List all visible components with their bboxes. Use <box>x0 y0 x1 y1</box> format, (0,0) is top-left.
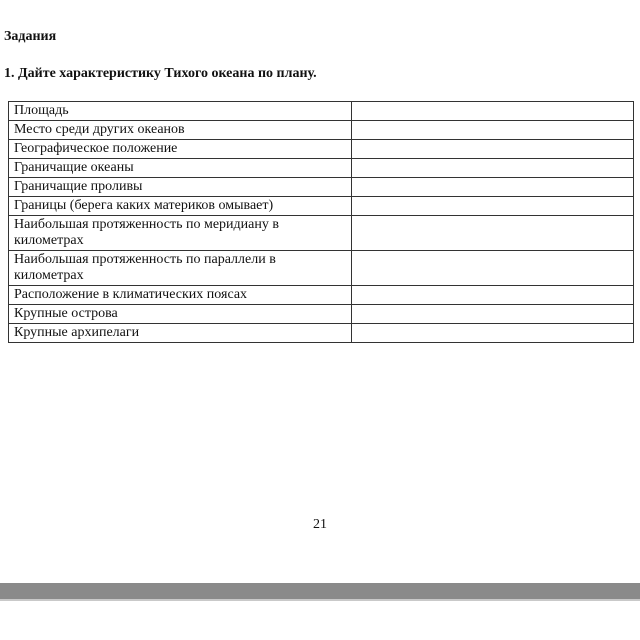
table-row <box>9 324 634 343</box>
table-row <box>9 178 634 197</box>
row-label: Крупные архипелаги <box>9 324 352 343</box>
table-row <box>9 216 634 251</box>
row-label: Географическое положение <box>9 140 352 159</box>
table-row <box>9 251 634 286</box>
answer-cell[interactable] <box>352 197 634 216</box>
row-label: Граничащие океаны <box>9 159 352 178</box>
characteristics-table <box>8 101 634 343</box>
table-row <box>9 102 634 121</box>
task-title: 1. Дайте характеристику Тихого океана по плану. <box>4 66 317 81</box>
row-label: Границы (берега каких материков омывает) <box>9 197 352 216</box>
row-label: Крупные острова <box>9 305 352 324</box>
page-divider-bar <box>0 583 640 599</box>
table-row <box>9 121 634 140</box>
row-label: Наибольшая протяженность по меридиану в километрах <box>9 216 352 251</box>
answer-cell[interactable] <box>352 286 634 305</box>
answer-cell[interactable] <box>352 121 634 140</box>
answer-cell[interactable] <box>352 305 634 324</box>
page-divider-shadow <box>0 599 640 601</box>
row-label: Место среди других океанов <box>9 121 352 140</box>
row-label: Расположение в климатических поясах <box>9 286 352 305</box>
row-label: Наибольшая протяженность по параллели в километрах <box>9 251 352 286</box>
table-row <box>9 140 634 159</box>
answer-cell[interactable] <box>352 178 634 197</box>
answer-cell[interactable] <box>352 102 634 121</box>
row-label: Площадь <box>9 102 352 121</box>
answer-cell[interactable] <box>352 216 634 251</box>
table-row <box>9 159 634 178</box>
answer-cell[interactable] <box>352 324 634 343</box>
table-row <box>9 286 634 305</box>
answer-cell[interactable] <box>352 251 634 286</box>
answer-cell[interactable] <box>352 159 634 178</box>
row-label: Граничащие проливы <box>9 178 352 197</box>
answer-cell[interactable] <box>352 140 634 159</box>
page-number: 21 <box>313 517 327 532</box>
section-heading: Задания <box>4 29 57 44</box>
table-row <box>9 305 634 324</box>
table-row <box>9 197 634 216</box>
